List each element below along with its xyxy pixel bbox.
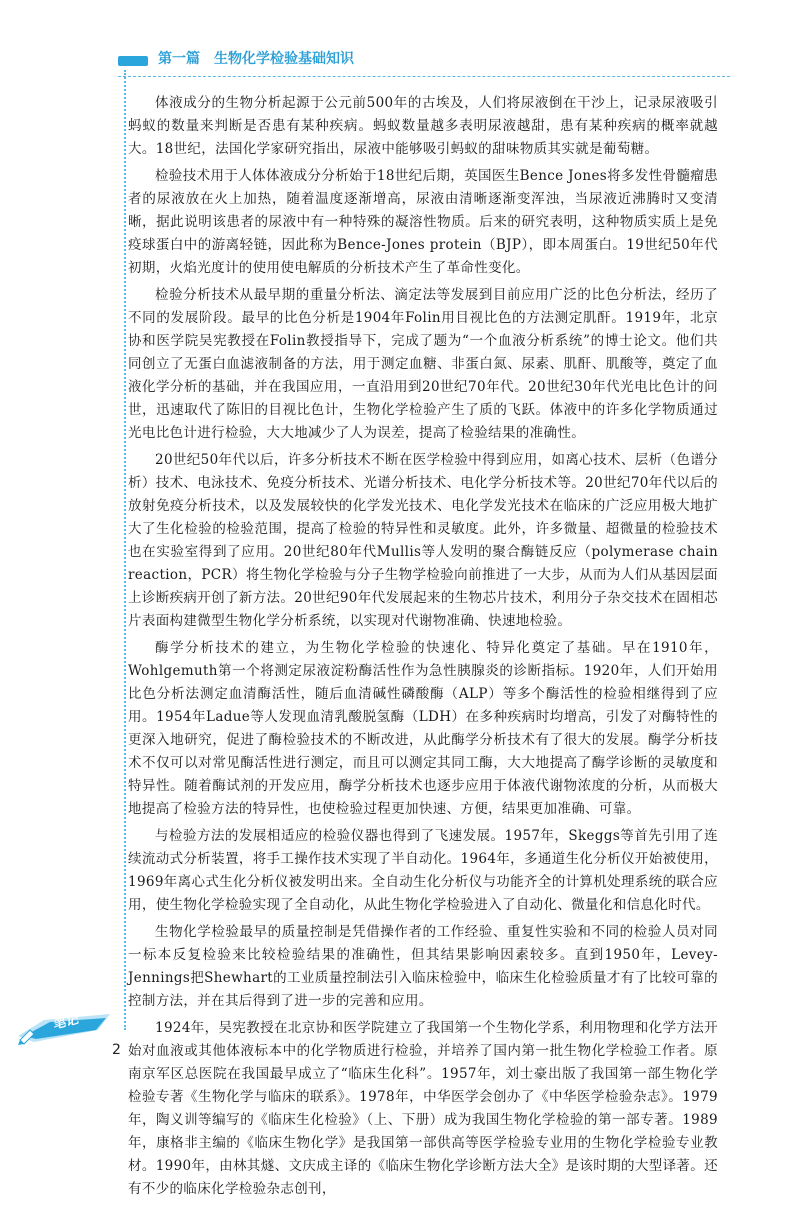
header-accent-bar [118, 56, 148, 66]
paragraph: 检验技术用于人体体液成分分析始于18世纪后期，英国医生Bence Jones将多发性骨髓瘤患者的尿液放在火上加热，随着温度逐渐增高，尿液由清晰逐渐变浑浊，当尿液近沸腾时又变清晰，据此说明该患者的尿液中有一种特殊的凝溶性物质。后来的研究表明，这种物质实质上是免疫球蛋白中的游离轻链，因此称为Bence-Jones protein（BJP），即本周蛋白。19世纪50年代初期，火焰光度计的使用使电解质的分析技术产生了革命性变化。 [128, 168, 718, 276]
paragraph: 体液成分的生物分析起源于公元前500年的古埃及，人们将尿液倒在干沙上，记录尿液吸引蚂蚁的数量来判断是否患有某种疾病。蚂蚁数量越多表明尿液越甜，患有某种疾病的概率就越大。18世纪，法国化学家研究指出，尿液中能够吸引蚂蚁的甜味物质其实就是葡萄糖。 [128, 95, 718, 157]
chapter-title: 第一篇 生物化学检验基础知识 [158, 51, 354, 67]
paragraph: 1924年，吴宪教授在北京协和医学院建立了我国第一个生物化学系，利用物理和化学方法开始对血液或其他体液标本中的化学物质进行检验，并培养了国内第一批生物化学检验工作者。原南京军区总医院在我国最早成立了“临床生化科”。1957年，刘士豪出版了我国第一部生物化学检验专著《生物化学与临床的联系》。1978年，中华医学会创办了《中华医学检验杂志》。1979年，陶义训等编写的《临床生化检验》（上、下册）成为我国生物化学检验的第一部专著。1989年，康格非主编的《临床生物化学》是我国第一部供高等医学检验专业用的生物化学检验专业教材。1990年，由林其燧、文庆成主译的《临床生物化学诊断方法大全》是该时期的大型译著。还有不少的临床化学检验杂志创刊， [128, 1020, 718, 1197]
paragraph: 检验分析技术从最早期的重量分析法、滴定法等发展到目前应用广泛的比色分析法，经历了不同的发展阶段。最早的比色分析是1904年Folin用目视比色的方法测定肌酐。1919年，北京协和医学院吴宪教授在Folin教授指导下，完成了题为“一个血液分析系统”的博士论文。他们共同创立了无蛋白血滤液制备的方法，用于测定血糖、非蛋白氮、尿素、肌酐、肌酸等，奠定了血液化学分析的基础，并在我国应用，一直沿用到20世纪70年代。20世纪30年代光电比色计的问世，迅速取代了陈旧的目视比色计，生物化学检验产生了质的飞跃。体液中的许多化学物质通过光电比色计进行检验，大大地减少了人为误差，提高了检验结果的准确性。 [128, 287, 718, 441]
paragraph: 生物化学检验最早的质量控制是凭借操作者的工作经验、重复性实验和不同的检验人员对同一标本反复检验来比较检验结果的准确性，但其结果影响因素较多。直到1950年，Levey-Jennings把Shewhart的工业质量控制法引入临床检验中，临床生化检验质量才有了比较可靠的控制方法，并在其后得到了进一步的完善和应用。 [128, 924, 718, 1009]
margin-guide-line [124, 70, 126, 1030]
paragraph: 与检验方法的发展相适应的检验仪器也得到了飞速发展。1957年，Skeggs等首先引用了连续流动式分析装置，将手工操作技术实现了半自动化。1964年，多通道生化分析仪开始被使用，1969年离心式生化分析仪被发明出来。全自动生化分析仪与功能齐全的计算机处理系统的联合应用，使生物化学检验实现了全自动化，从此生物化学检验进入了自动化、微量化和信息化时代。 [128, 828, 718, 913]
page-number: 2 [112, 1042, 121, 1058]
note-label: 笔记 [51, 1012, 80, 1033]
page-header [0, 0, 800, 90]
paragraph: 20世纪50年代以后，许多分析技术不断在医学检验中得到应用，如离心技术、层析（色谱分析）技术、电泳技术、免疫分析技术、光谱分析技术、电化学分析技术等。20世纪70年代以后的放射免疫分析技术，以及发展较快的化学发光技术、电化学发光技术在临床的广泛应用极大地扩大了生化检验的检验范围，提高了检验的特异性和灵敏度。此外，许多微量、超微量的检验技术也在实验室得到了应用。20世纪80年代Mullis等人发明的聚合酶链反应（polymerase chain reaction，PCR）将生物化学检验与分子生物学检验向前推进了一大步，从而为人们从基因层面上诊断疾病开创了新方法。20世纪90年代发展起来的生物芯片技术，利用分子杂交技术在固相芯片表面构建微型生物化学分析系统，以实现对代谢物准确、快速地检验。 [128, 452, 718, 629]
body-text [128, 92, 718, 1205]
paragraph: 酶学分析技术的建立，为生物化学检验的快速化、特异化奠定了基础。早在1910年，Wohlgemuth第一个将测定尿液淀粉酶活性作为急性胰腺炎的诊断指标。1920年，人们开始用比色分析法测定血清酶活性，随后血清碱性磷酸酶（ALP）等多个酶活性的检验相继得到了应用。1954年Ladue等人发现血清乳酸脱氢酶（LDH）在多种疾病时均增高，引发了对酶特性的更深入地研究，促进了酶检验技术的不断改进，从此酶学分析技术有了很大的发展。酶学分析技术不仅可以对常见酶活性进行测定，而且可以测定其同工酶，大大地提高了酶学诊断的灵敏度和特异性。随着酶试剂的开发应用，酶学分析技术也逐步应用于体液代谢物浓度的分析，从而极大地提高了检验方法的特异性，也使检验过程更加快速、方便，结果更加准确、可靠。 [128, 640, 718, 817]
header-divider [118, 76, 730, 77]
